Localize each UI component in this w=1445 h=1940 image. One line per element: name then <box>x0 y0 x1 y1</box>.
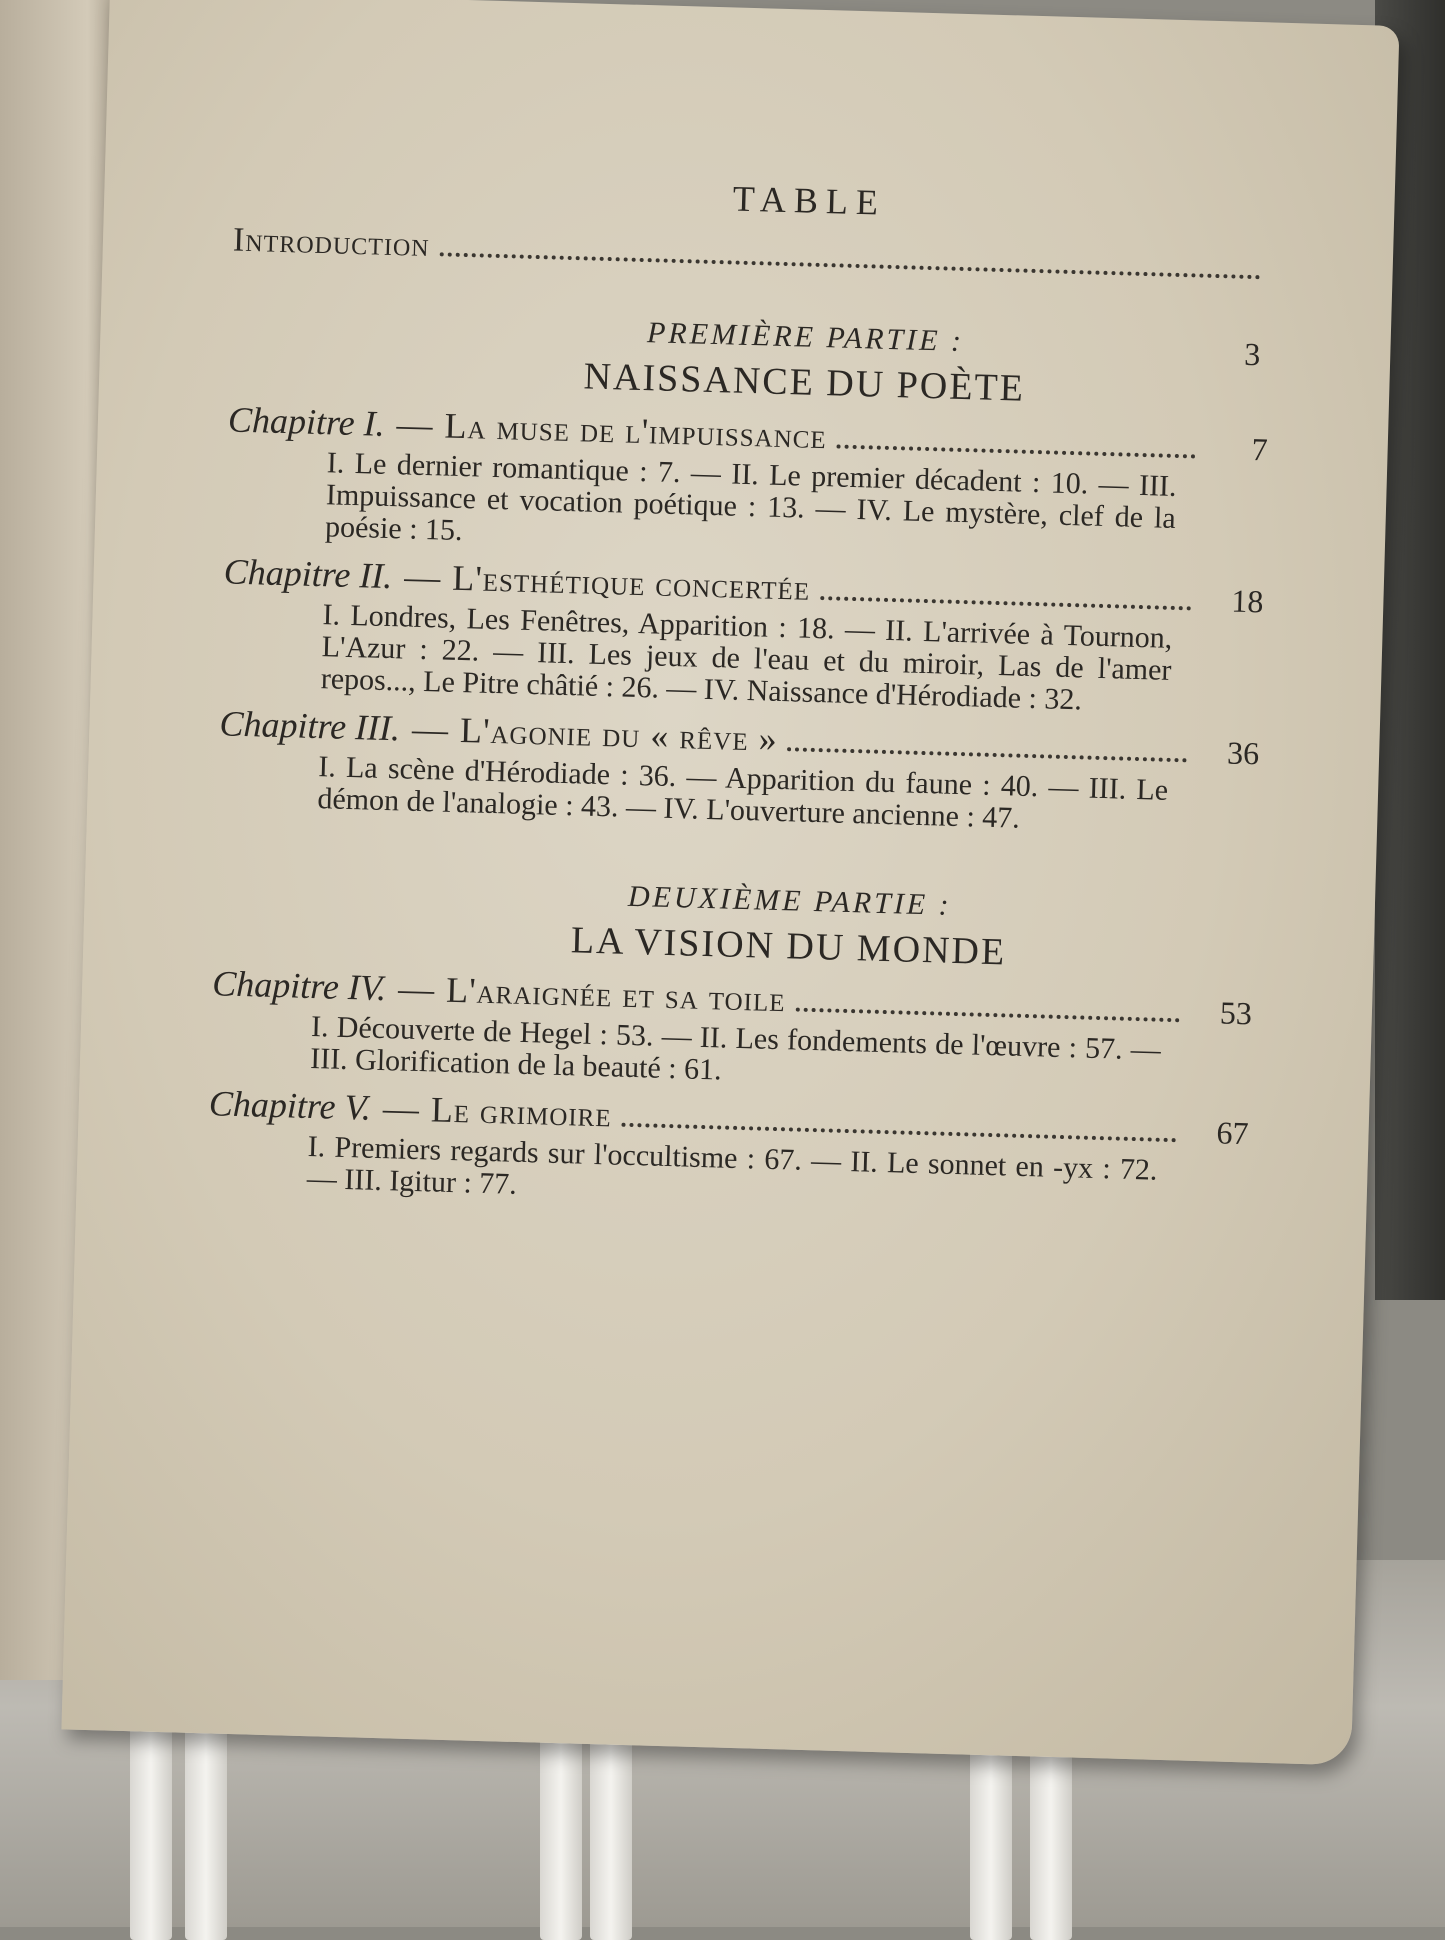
chapter-title: L'agonie du « rêve » <box>459 710 779 759</box>
part-title: NAISSANCE DU POÈTE <box>583 355 1026 410</box>
dot-leader <box>795 1008 1179 1023</box>
toc-heading: TABLE <box>732 178 887 223</box>
chapter-title: L'araignée et sa toile <box>445 969 787 1020</box>
chapter-number: Chapitre II. <box>223 551 393 597</box>
chapter-page-number: 67 <box>1216 1114 1250 1152</box>
chapter-page-number: 53 <box>1219 994 1253 1032</box>
dot-leader <box>439 252 1260 279</box>
chapter-title: La muse de l'impuissance <box>444 405 828 457</box>
part-label: DEUXIÈME PARTIE : <box>627 879 953 922</box>
introduction-label: Introduction <box>232 221 431 265</box>
separator-dash: — <box>403 556 441 598</box>
part-title: LA VISION DU MONDE <box>570 919 1007 974</box>
dot-leader <box>621 1123 1176 1142</box>
chapter-number: Chapitre V. <box>208 1083 372 1128</box>
dot-leader <box>836 444 1195 458</box>
chapter-title: Le grimoire <box>430 1089 613 1135</box>
dot-leader <box>820 596 1191 610</box>
chapter-sections: I. Le dernier romantique : 7. — II. Le premier décadent : 10. — III. Impuissance et vocation poétique : 13. — IV. Le mystère, clef de la poésie : 15. <box>324 446 1178 548</box>
separator-dash: — <box>382 1088 420 1130</box>
dot-leader <box>787 747 1187 762</box>
chapter-sections: I. Londres, Les Fenêtres, Apparition : 18. — II. L'arrivée à Tournon, L'Azur : 22. — III. Les jeux de l'eau et du miroir, Las de l'amer repos..., Le Pitre châtié : 26. — IV. Naissance d'Hérodiade : 32. <box>320 598 1173 717</box>
introduction-page-number: 3 <box>1243 335 1261 373</box>
chapter-number: Chapitre III. <box>219 703 401 749</box>
book-page <box>61 0 1399 1765</box>
part-label: PREMIÈRE PARTIE : <box>646 316 965 358</box>
table-of-contents <box>206 164 1274 1222</box>
separator-dash: — <box>397 968 435 1010</box>
toc-entry-introduction <box>233 222 1274 289</box>
chapter-title: L'esthétique concertée <box>451 557 811 608</box>
separator-dash: — <box>411 708 449 750</box>
chapter-number: Chapitre I. <box>227 399 386 444</box>
chapter-sections: I. La scène d'Hérodiade : 36. — Apparition du faune : 40. — III. Le démon de l'analogie : 43. — IV. L'ouverture ancienne : 47. <box>317 750 1169 835</box>
chapter-number: Chapitre IV. <box>211 963 387 1009</box>
chapter-sections: I. Premiers regards sur l'occultisme : 67. — II. Le sonnet en -yx : 72. — III. Igitur : 77. <box>306 1129 1158 1201</box>
chapter-page-number: 36 <box>1226 734 1260 772</box>
chapter-page-number: 18 <box>1230 582 1264 620</box>
chapter-sections: I. Découverte de Hegel : 53. — II. Les fondements de l'œuvre : 57. — III. Glorification de la beauté : 61. <box>309 1010 1162 1087</box>
chapter-page-number: 7 <box>1251 431 1269 468</box>
separator-dash: — <box>396 404 434 446</box>
